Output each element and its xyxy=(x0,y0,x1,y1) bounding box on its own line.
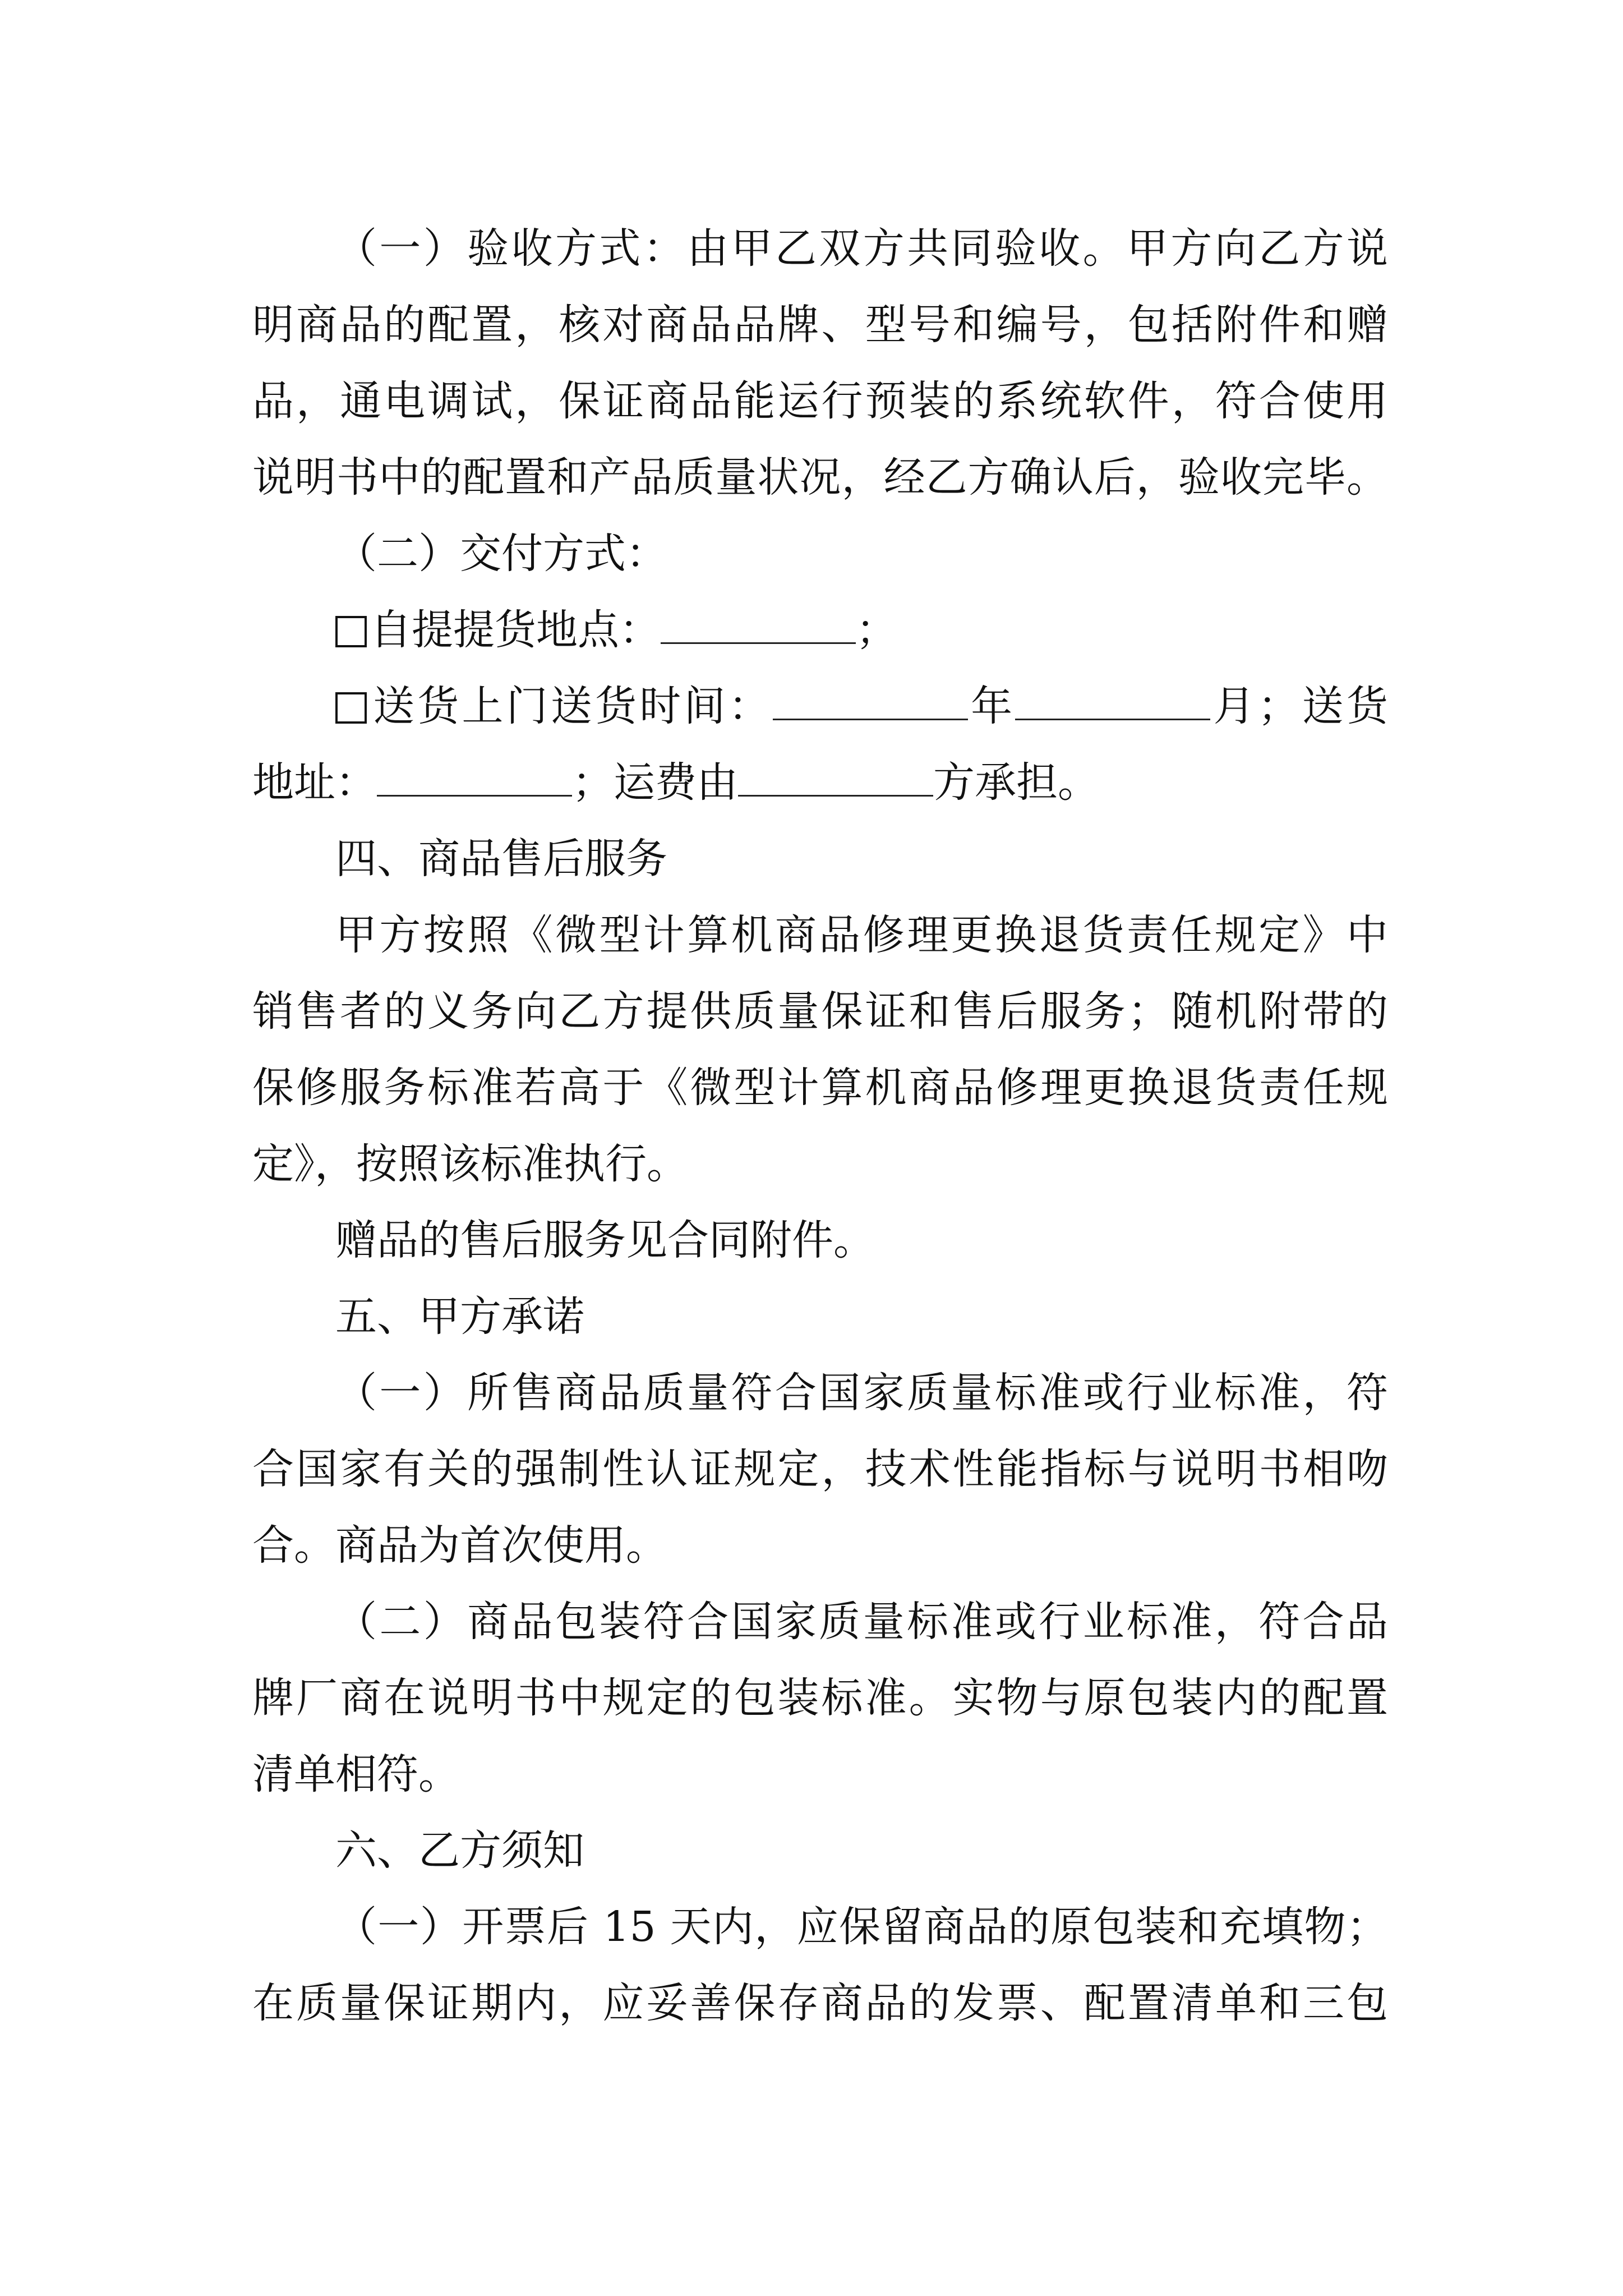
pickup-label: 自提提货地点： xyxy=(370,606,661,654)
freight-end: 方承担。 xyxy=(933,758,1099,807)
paragraph-line: （一）验收方式：由甲乙双方共同验收。甲方向乙方说 xyxy=(335,224,1388,273)
paragraph-line: 牌厂商在说明书中规定的包装标准。实物与原包装内的配置 xyxy=(252,1674,1388,1722)
paragraph-line: 赠品的售后服务见合同附件。 xyxy=(335,1216,875,1264)
paragraph-line: 明商品的配置，核对商品品牌、型号和编号，包括附件和赠 xyxy=(252,301,1388,349)
paragraph-line: 甲方按照《微型计算机商品修理更换退货责任规定》中 xyxy=(335,911,1388,959)
paragraph-line: （一）所售商品质量符合国家质量标准或行业标准，符 xyxy=(335,1369,1388,1417)
delivery-checkbox[interactable] xyxy=(335,692,367,724)
month-label: 月；送货 xyxy=(1210,682,1388,730)
section-heading: 四、商品售后服务 xyxy=(335,835,667,883)
address-label: 地址： xyxy=(252,758,377,807)
paragraph-line: 销售者的义务向乙方提供质量保证和售后服务；随机附带的 xyxy=(252,987,1388,1036)
address-line xyxy=(252,744,1388,821)
paragraph-line: （二）商品包装符合国家质量标准或行业标准，符合品 xyxy=(335,1598,1388,1646)
delivery-month-blank[interactable] xyxy=(1015,685,1210,720)
delivery-year-blank[interactable] xyxy=(773,685,968,720)
paragraph-line: 在质量保证期内，应妥善保存商品的发票、配置清单和三包 xyxy=(252,1979,1388,2027)
document-page xyxy=(252,210,1388,2041)
paragraph-line: 合国家有关的强制性认证规定，技术性能指标与说明书相吻 xyxy=(252,1445,1388,1493)
pickup-checkbox[interactable] xyxy=(335,616,367,647)
freight-payer-blank[interactable] xyxy=(738,761,933,797)
paragraph-line: 清单相符。 xyxy=(252,1750,460,1798)
section-heading: 六、乙方须知 xyxy=(335,1826,584,1875)
paragraph-line: （二）交付方式： xyxy=(335,530,667,578)
pickup-end: ； xyxy=(856,606,897,654)
paragraph-line: 合。商品为首次使用。 xyxy=(252,1521,667,1570)
address-blank[interactable] xyxy=(377,761,572,797)
paragraph-line: 定》，按照该标准执行。 xyxy=(252,1140,688,1188)
freight-label: ；运费由 xyxy=(572,758,738,807)
delivery-option-line xyxy=(252,668,1388,744)
pickup-location-blank[interactable] xyxy=(661,609,856,644)
paragraph-line: 保修服务标准若高于《微型计算机商品修理更换退货责任规 xyxy=(252,1064,1388,1112)
paragraph-line: 说明书中的配置和产品质量状况，经乙方确认后，验收完毕。 xyxy=(252,453,1388,501)
section-heading: 五、甲方承诺 xyxy=(335,1292,584,1341)
year-label: 年 xyxy=(967,682,1016,730)
paragraph-line: 品，通电调试，保证商品能运行预装的系统软件，符合使用 xyxy=(252,377,1388,425)
pickup-option-line xyxy=(252,592,1388,668)
paragraph-line: （一）开票后 15 天内，应保留商品的原包装和充填物； xyxy=(335,1903,1388,1951)
delivery-label: 送货上门送货时间： xyxy=(370,682,773,730)
